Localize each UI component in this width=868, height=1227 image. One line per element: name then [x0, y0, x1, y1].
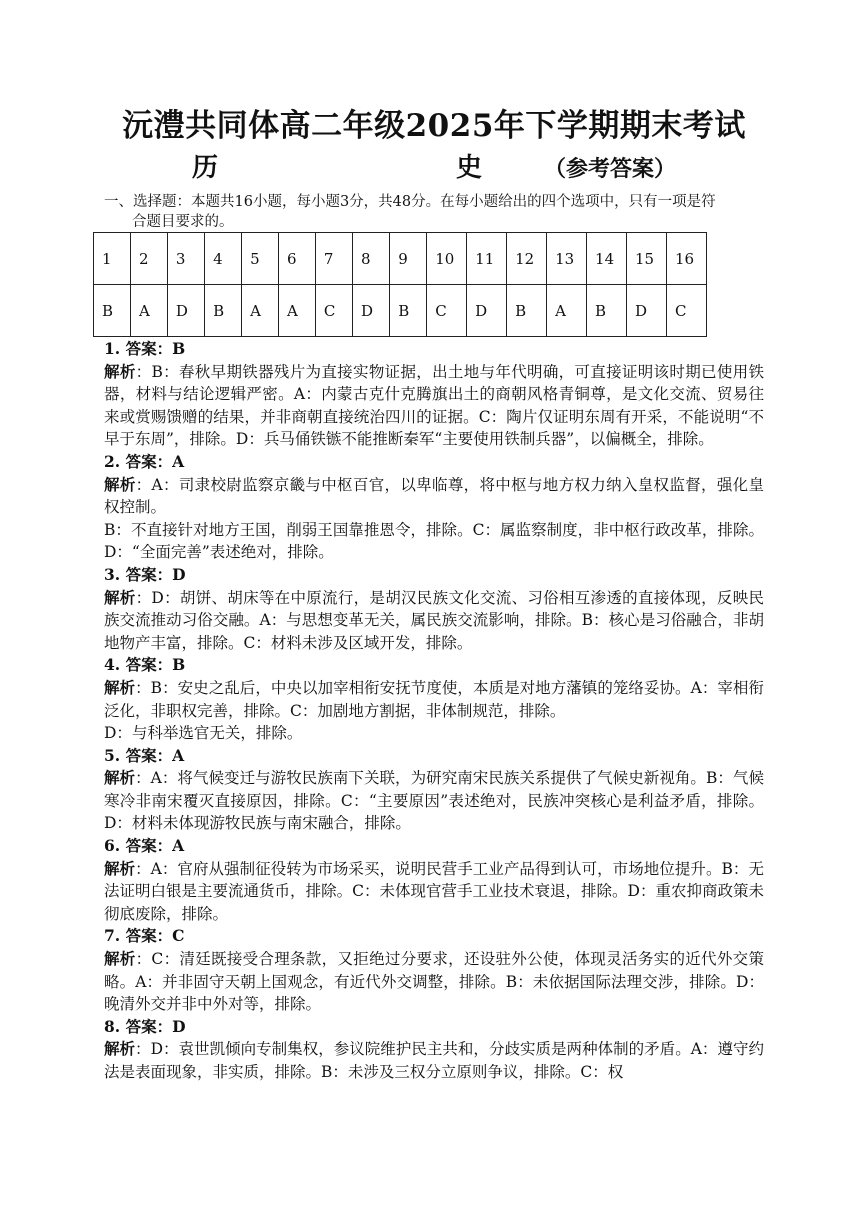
table-cell-answer: C — [315, 285, 352, 337]
answer-table-number-row — [94, 233, 707, 285]
explanation-label: 解析 — [104, 587, 136, 607]
table-cell-answer: B — [390, 285, 427, 337]
explanation-label: 解析 — [104, 1039, 136, 1059]
explanation-text: ：A：将气候变迁与游牧民族南下关联，为研究南宋民族关系提供了气候史新视角。B：气候寒冷非南宋覆灭直接原因，排除。C：“主要原因”表述绝对，民族冲突核心是利益矛盾，排除。D：材料未体现游牧民族与南宋融合，排除。 — [104, 769, 764, 833]
table-cell-number: 16 — [666, 233, 706, 285]
explanation-5 — [104, 767, 764, 835]
table-cell-answer: A — [242, 285, 279, 337]
table-cell-answer: C — [427, 285, 467, 337]
table-cell-answer: D — [626, 285, 666, 337]
table-cell-number: 5 — [242, 233, 279, 285]
explanation-2 — [104, 474, 764, 519]
explanation-1 — [104, 361, 764, 451]
page-title: 沅澧共同体高二年级2025年下学期期末考试 — [122, 108, 746, 144]
table-cell-number: 7 — [315, 233, 352, 285]
section-heading-line1: 一、选择题：本题共16小题，每小题3分，共48分。在每小题给出的四个选项中，只有一项是符 — [104, 194, 716, 210]
subject-note: （参考答案） — [544, 156, 677, 182]
answer-table — [93, 232, 707, 337]
table-cell-number: 10 — [427, 233, 467, 285]
table-cell-number: 3 — [167, 233, 204, 285]
table-cell-number: 11 — [467, 233, 507, 285]
table-cell-answer: D — [352, 285, 389, 337]
answer-line-7: 7. 答案：C — [104, 926, 185, 946]
table-cell-number: 13 — [547, 233, 587, 285]
answer-line-6: 6. 答案：A — [104, 836, 185, 856]
table-cell-number: 12 — [507, 233, 547, 285]
answer-line-4: 4. 答案：B — [104, 655, 186, 675]
explanation-7 — [104, 948, 764, 1016]
answer-table-answer-row — [94, 285, 707, 337]
table-cell-number: 8 — [352, 233, 389, 285]
answer-line-8: 8. 答案：D — [104, 1016, 186, 1036]
table-cell-number: 9 — [390, 233, 427, 285]
table-cell-answer: B — [587, 285, 627, 337]
explanation-label: 解析 — [104, 474, 136, 494]
explanation-text: ：C：清廷既接受合理条款，又拒绝过分要求，还设驻外公使，体现灵活务实的近代外交策略。A：并非固守天朝上国观念，有近代外交调整，排除。B：未依据国际法理交涉，排除。D：晚清外交并非中外对等，排除。 — [104, 950, 764, 1014]
explanation-label: 解析 — [104, 677, 136, 697]
table-cell-number: 2 — [130, 233, 167, 285]
answer-line-3: 3. 答案：D — [104, 564, 186, 584]
table-cell-answer: A — [278, 285, 315, 337]
table-cell-answer: D — [167, 285, 204, 337]
answer-line-5: 5. 答案：A — [104, 745, 185, 765]
explanations — [104, 338, 764, 1084]
explanation-4 — [104, 677, 764, 722]
explanation-text: ：D：袁世凯倾向专制集权，参议院维护民主共和，分歧实质是两种体制的矛盾。A：遵守约法是表面现象，非实质，排除。B：未涉及三权分立原则争议，排除。C：权 — [104, 1040, 764, 1081]
explanation-text: ：D：胡饼、胡床等在中原流行，是胡汉民族文化交流、习俗相互渗透的直接体现，反映民族交流推动习俗交融。A：与思想变革无关，属民族交流影响，排除。B：核心是习俗融合，非胡地物产丰富，排除。C：材料未涉及区域开发，排除。 — [104, 588, 764, 652]
explanation-text: ：A：司隶校尉监察京畿与中枢百官，以卑临尊，将中枢与地方权力纳入皇权监督，强化皇权控制。 — [104, 475, 764, 517]
table-cell-number: 1 — [94, 233, 131, 285]
table-cell-answer: B — [507, 285, 547, 337]
table-cell-number: 4 — [205, 233, 242, 285]
explanation-label: 解析 — [104, 361, 136, 381]
explanation-4-cont: D：与科举选官无关，排除。 — [104, 724, 303, 743]
table-cell-answer: D — [467, 285, 507, 337]
answer-line-1: 1. 答案：B — [104, 339, 186, 358]
explanation-text: ：B：安史之乱后，中央以加宰相衔安抚节度使，本质是对地方藩镇的笼络妥协。A：宰相衔泛化，非职权完善，排除。C：加剧地方割据，非体制规范，排除。 — [104, 678, 764, 720]
table-cell-answer: A — [130, 285, 167, 337]
explanation-label: 解析 — [104, 949, 136, 969]
table-cell-number: 14 — [587, 233, 627, 285]
explanation-text: ：A：官府从强制征役转为市场采买，说明民营手工业产品得到认可，市场地位提升。B：无法证明白银是主要流通货币，排除。C：未体现官营手工业技术衰退，排除。D：重农抑商政策未彻底废除，排除。 — [104, 859, 764, 923]
page-subtitle — [0, 150, 868, 187]
table-cell-answer: B — [205, 285, 242, 337]
explanation-6 — [104, 858, 764, 926]
answer-line-2: 2. 答案：A — [104, 451, 185, 471]
section-heading — [104, 192, 766, 232]
explanation-2-cont: B：不直接针对地方王国，削弱王国靠推恩令，排除。C：属监察制度，非中枢行政改革，排除。D：“全面完善”表述绝对，排除。 — [104, 520, 764, 562]
table-cell-answer: B — [94, 285, 131, 337]
section-heading-line2: 合题目要求的。 — [132, 214, 234, 230]
table-cell-number: 6 — [278, 233, 315, 285]
explanation-label: 解析 — [104, 768, 136, 788]
explanation-text: ：B：春秋早期铁器残片为直接实物证据，出土地与年代明确，可直接证明该时期已使用铁器，材料与结论逻辑严密。A：内蒙古克什克腾旗出土的商朝风格青铜尊，是文化交流、贸易往来或赏赐馈赠的结果，并非商朝直接统治四川的证据。C：陶片仅证明东周有开采，不能说明“不早于东周”，排除。D：兵马俑铁镞不能推断秦军“主要使用铁制兵器”，以偏概全，排除。 — [104, 362, 764, 449]
explanation-3 — [104, 587, 764, 655]
table-cell-answer: A — [547, 285, 587, 337]
explanation-8 — [104, 1038, 764, 1083]
explanation-label: 解析 — [104, 858, 136, 878]
table-cell-answer: C — [666, 285, 706, 337]
table-cell-number: 15 — [626, 233, 666, 285]
subject-name: 历 史 — [191, 153, 544, 183]
